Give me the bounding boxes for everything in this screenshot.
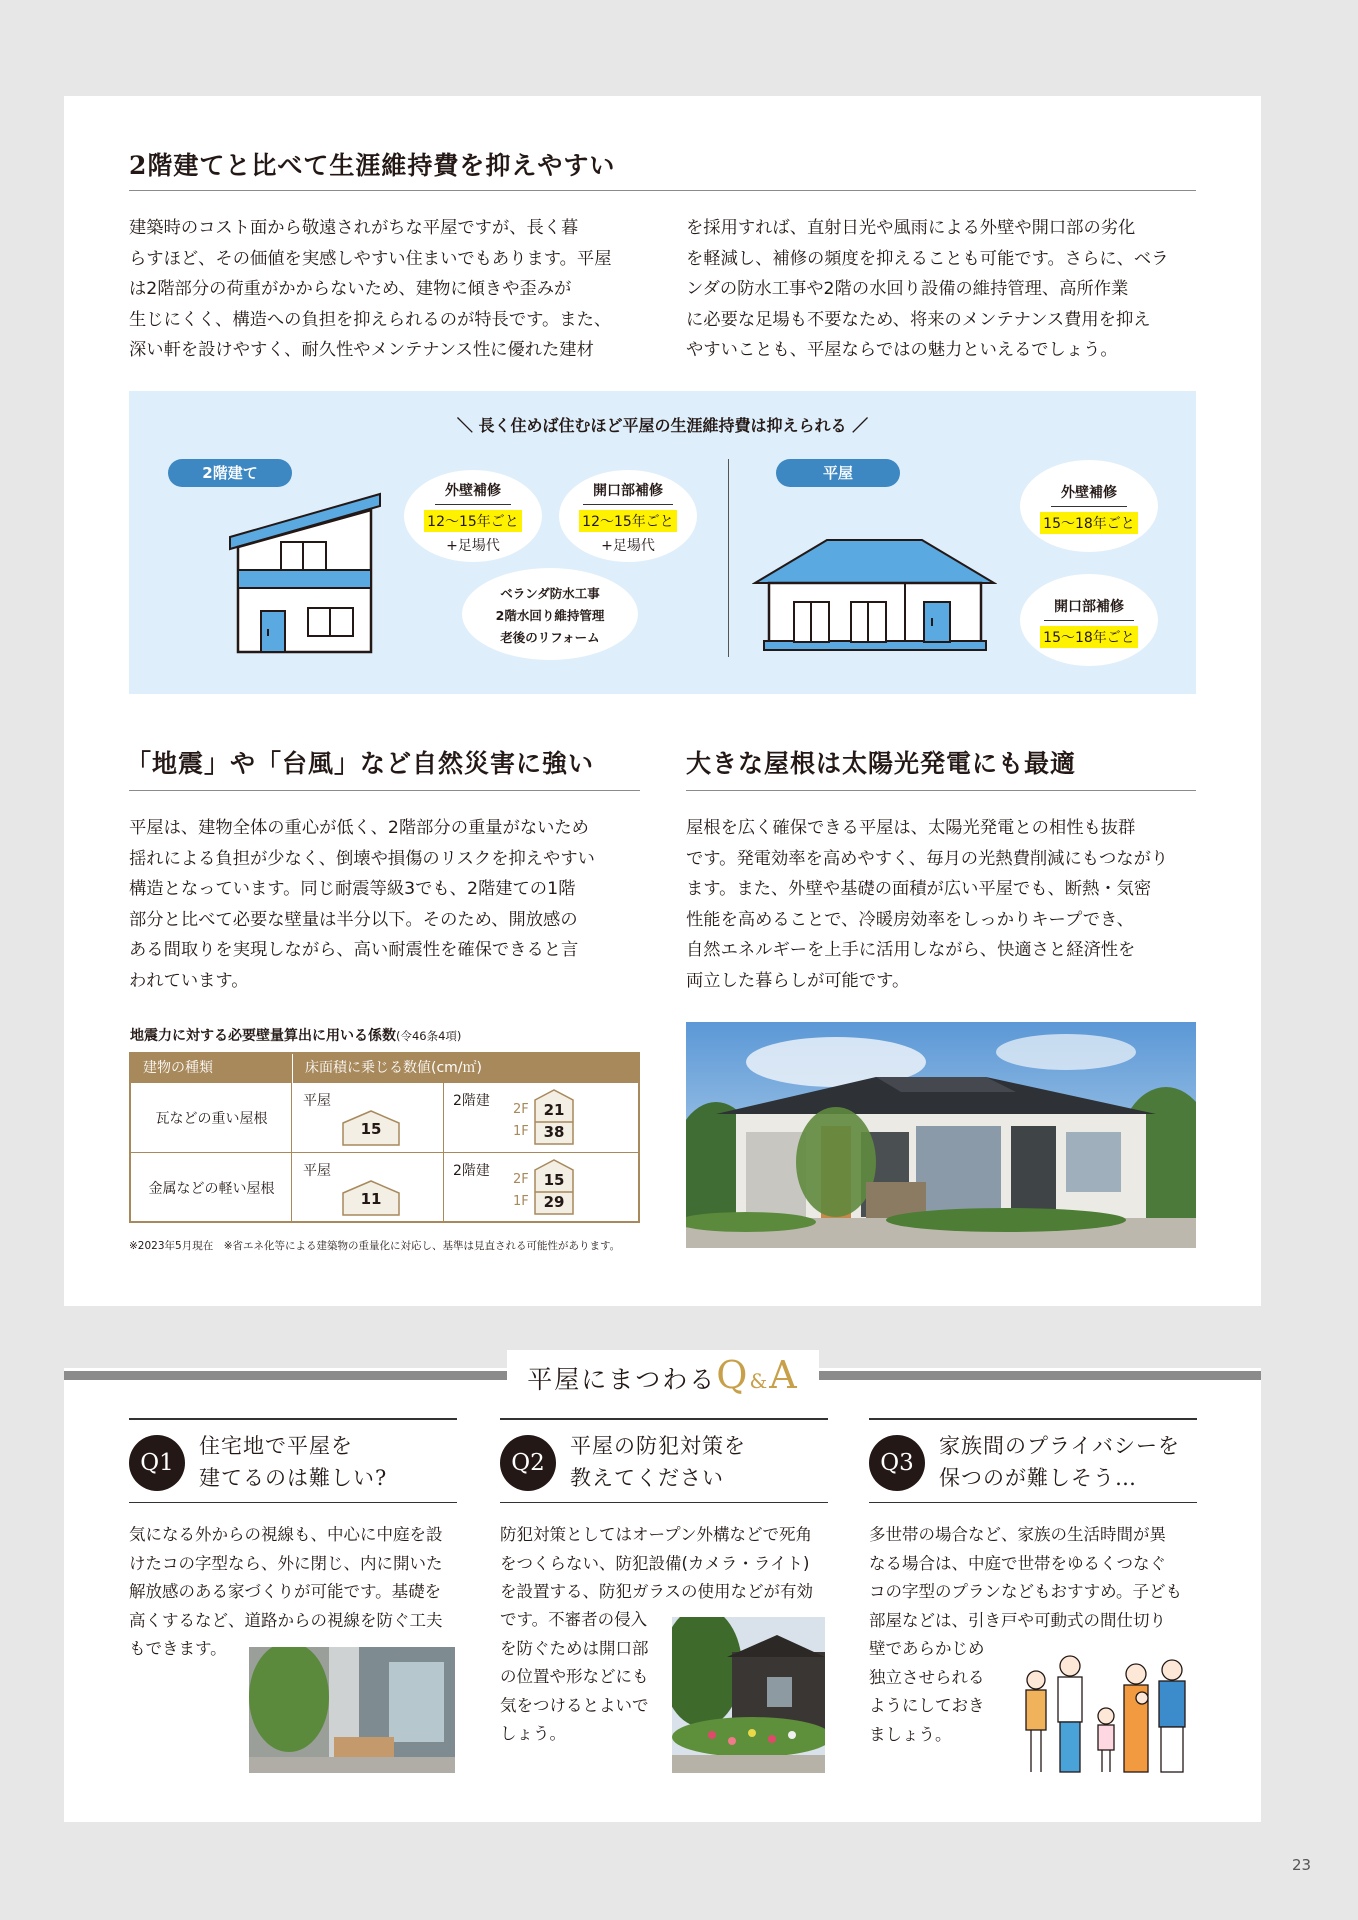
qa-title: 平屋にまつわるQ&A [507, 1350, 819, 1400]
bubble-one-story-wall: 外壁補修 15〜18年ごと [1020, 460, 1158, 552]
title-rule [129, 190, 1196, 191]
two-story-label: 2階建て [168, 459, 292, 487]
family-illustration-icon [1018, 1650, 1198, 1776]
solar-house-photo [686, 1022, 1196, 1248]
q2-question: 平屋の防犯対策を 教えてください [570, 1434, 746, 1490]
q3-answer-top: 多世帯の場合など、家族の生活時間が異 なる場合は、中庭で世帯をゆるくつなぐ コの字型のプランなどもおすすめ。子ども 部屋などは、引き戸や可動式の間仕切り [869, 1525, 1183, 1630]
courtyard-photo [249, 1647, 455, 1773]
q1-badge: Q1 [129, 1435, 185, 1491]
garden-photo [672, 1617, 825, 1773]
q3-question: 家族間のプライバシーを 保つのが難しそう… [939, 1434, 1180, 1490]
qa-item-3-header [869, 1418, 1197, 1503]
table-row-light-roof: 金属などの軽い屋根 [148, 1181, 275, 1197]
maintenance-text-left: 建築時のコスト面から敬遠されがちな平屋ですが、長く暮 らすほど、その価値を実感しやすい住まいでもあります。平屋 は2階部分の荷重がかからないため、建物に傾きや歪みが 生じにくく、構造への負担を抑えられるのが特長です。また、 深い軒を設けやすく、耐久性やメンテナンス性に優れた建材 [129, 218, 612, 360]
table-row-heavy-roof: 瓦などの重い屋根 [155, 1111, 268, 1127]
table-caption: 地震力に対する必要壁量算出に用いる係数(令46条4項) [130, 1028, 462, 1044]
q1-answer: 気になる外からの視線も、中心に中庭を設 けたコの字型なら、外に閉じ、内に開いた 解放感のある家づくりが可能です。基礎を 高くするなど、道路からの視線を防ぐ工夫 もできます。 [129, 1525, 443, 1658]
table-note: ※2023年5月現在 ※省エネ化等による建築物の重量化に対応し、基準は見直される可能性があります。 [129, 1240, 621, 1252]
one-story-house-icon [752, 538, 997, 653]
wall-coefficient-table: 建物の種類 床面積に乗じる数値(cm/㎡) 瓦などの重い屋根 平屋 15 2階建 2F 1F 21 38 金属などの軽い屋根 平屋 11 2階建 2F 1F 15 29 [129, 1052, 640, 1223]
bubble-one-story-opening: 開口部補修 15〜18年ごと [1020, 574, 1158, 666]
two-story-house-icon [225, 492, 385, 655]
q2-badge: Q2 [500, 1435, 556, 1491]
q3-answer-bottom: 壁であらかじめ 独立させられる ようにしておき ましょう。 [869, 1639, 985, 1744]
qa-item-2-header [500, 1418, 828, 1503]
page-number: 23 [1292, 1856, 1312, 1874]
q2-answer-bottom: です。不審者の侵入 を防ぐためは開口部 の位置や形などにも 気をつけるとよいで しょう。 [500, 1610, 649, 1743]
q2-answer-top: 防犯対策としてはオープン外構などで死角 をつくらない、防犯設備(カメラ・ライト) を設置する、防犯ガラスの使用などが有効 [500, 1525, 814, 1601]
bubble-two-story-opening: 開口部補修 12〜15年ごと +足場代 [559, 470, 697, 562]
section-title-solar: 大きな屋根は太陽光発電にも最適 [686, 749, 1077, 778]
solar-text: 屋根を広く確保できる平屋は、太陽光発電との相性も抜群 です。発電効率を高めやすく、毎月の光熱費削減にもつながり ます。また、外壁や基礎の面積が広い平屋でも、断熱・気密 性能を高めることで、冷暖房効率をしっかりキープでき、 自然エネルギーを上手に活用しながら、快適さと経済性を 両立した暮らしが可能です。 [686, 818, 1169, 991]
one-story-label: 平屋 [776, 459, 900, 487]
q3-badge: Q3 [869, 1435, 925, 1491]
disaster-text: 平屋は、建物全体の重心が低く、2階部分の重量がないため 揺れによる負担が少なく、倒壊や損傷のリスクを抑えやすい 構造となっています。同じ耐震等級3でも、2階建ての1階 部分と比べて必要な壁量は半分以下。そのため、開放感の ある間取りを実現しながら、高い耐震性を確保できると言 われています。 [129, 818, 595, 991]
bubble-two-story-misc: ベランダ防水工事 2階水回り維持管理 老後のリフォーム [462, 568, 638, 660]
section-title-disaster: 「地震」や「台風」など自然災害に強い [126, 749, 595, 778]
infographic-divider [728, 459, 729, 657]
qa-item-1-header [129, 1418, 457, 1503]
maintenance-text-right: を採用すれば、直射日光や風雨による外壁や開口部の劣化 を軽減し、補修の頻度を抑えることも可能です。さらに、ベラ ンダの防水工事や2階の水回り設備の維持管理、高所作業 に必要な足場も不要なため、将来のメンテナンス費用を抑え やすいことも、平屋ならではの魅力といえるでしょう。 [686, 218, 1169, 360]
title-rule [686, 790, 1196, 791]
bubble-two-story-wall: 外壁補修 12〜15年ごと +足場代 [404, 470, 542, 562]
q1-question: 住宅地で平屋を 建てるのは難しい? [199, 1434, 388, 1490]
table-header-type: 建物の種類 [131, 1054, 292, 1083]
section-title-maintenance: 2階建てと比べて生涯維持費を抑えやすい [129, 151, 616, 180]
table-header-value: 床面積に乗じる数値(cm/㎡) [292, 1054, 638, 1083]
title-rule [129, 790, 640, 791]
infographic-header: ＼ 長く住めば住むほど平屋の生涯維持費は抑えられる ／ [456, 416, 869, 435]
